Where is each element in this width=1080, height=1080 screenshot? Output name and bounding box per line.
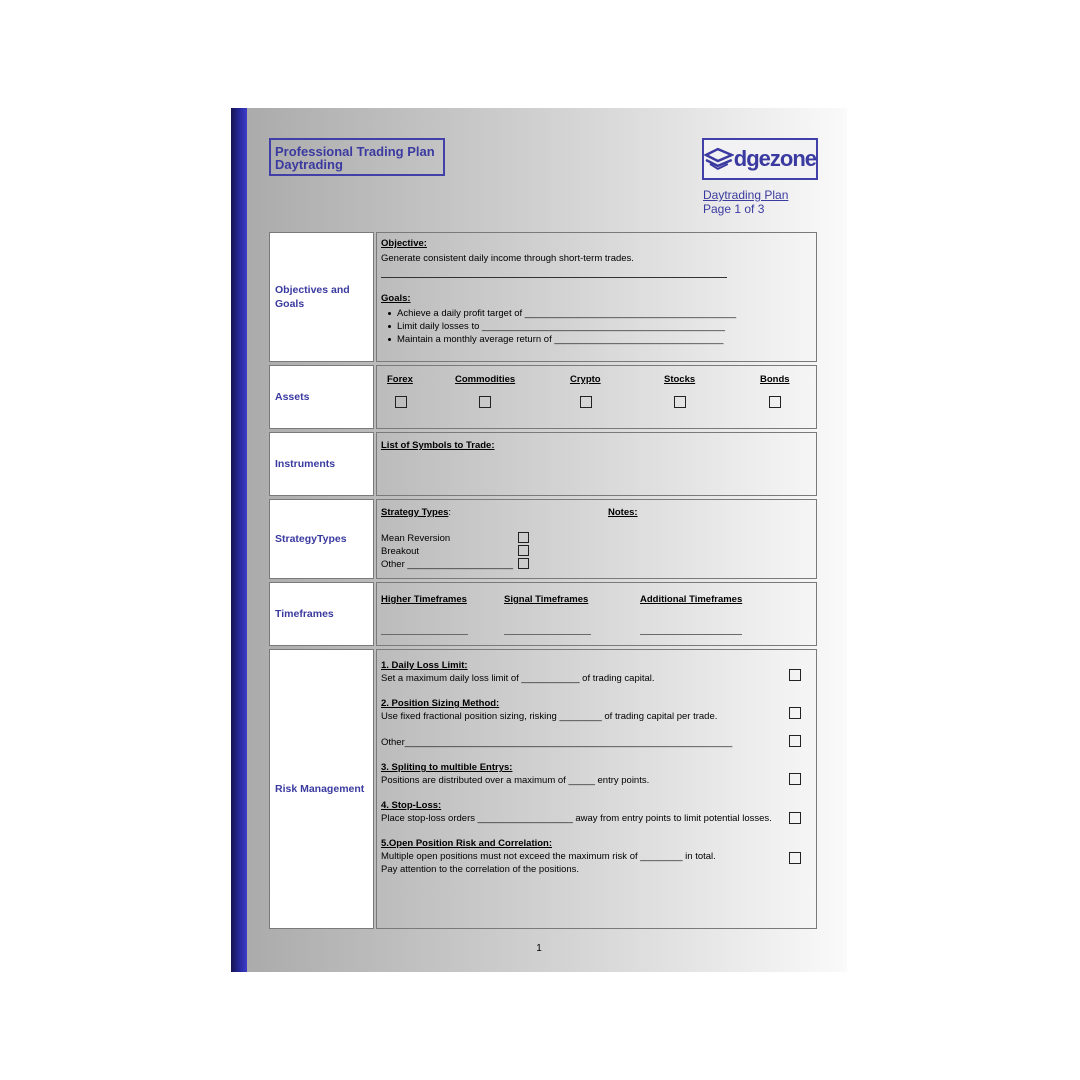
page-info: Page 1 of 3 bbox=[703, 202, 765, 216]
asset-commodities-label: Commodities bbox=[455, 374, 516, 385]
goal-item: Limit daily losses to ______________________________________________ bbox=[397, 321, 726, 332]
risk-2-heading: 2. Position Sizing Method: bbox=[381, 698, 500, 709]
risk-4-checkbox[interactable] bbox=[789, 812, 801, 824]
strategy-other-checkbox[interactable] bbox=[518, 558, 529, 569]
timeframe-signal-line bbox=[504, 634, 591, 635]
strategy-heading: Strategy Types bbox=[381, 507, 449, 518]
timeframes-content bbox=[376, 582, 817, 646]
bullet bbox=[388, 338, 391, 341]
asset-commodities-checkbox[interactable] bbox=[479, 396, 491, 408]
instruments-heading: List of Symbols to Trade: bbox=[381, 440, 495, 451]
asset-stocks-checkbox[interactable] bbox=[674, 396, 686, 408]
risk-3-heading: 3. Spliting to multible Entrys: bbox=[381, 762, 513, 773]
page-spine bbox=[231, 108, 247, 972]
risk-4-heading: 4. Stop-Loss: bbox=[381, 800, 442, 811]
objective-heading: Objective: bbox=[381, 238, 427, 249]
label-assets bbox=[269, 365, 374, 429]
objective-text: Generate consistent daily income through short-term trades. bbox=[381, 253, 634, 264]
logo-chevron-icon bbox=[704, 147, 734, 171]
logo bbox=[702, 138, 818, 180]
risk-other-checkbox[interactable] bbox=[789, 735, 801, 747]
strategy-breakout-checkbox[interactable] bbox=[518, 545, 529, 556]
label-risk bbox=[269, 649, 374, 929]
logo-text: dgezone bbox=[733, 146, 816, 171]
goal-item: Maintain a monthly average return of ________________________________ bbox=[397, 334, 724, 345]
asset-forex-label: Forex bbox=[387, 374, 413, 385]
asset-crypto-label: Crypto bbox=[570, 374, 601, 385]
risk-3-text: Positions are distributed over a maximum of _____ entry points. bbox=[381, 775, 650, 786]
objective-line bbox=[381, 277, 727, 278]
risk-5-text-2: Pay attention to the correlation of the positions. bbox=[381, 864, 580, 875]
label-timeframes bbox=[269, 582, 374, 646]
risk-5-text: Multiple open positions must not exceed the maximum risk of ________ in total. bbox=[381, 851, 716, 862]
label-assets-text: Assets bbox=[275, 391, 310, 403]
page-number: 1 bbox=[536, 943, 542, 954]
strategy-item: Mean Reversion bbox=[381, 533, 451, 544]
timeframe-additional-line bbox=[640, 634, 742, 635]
strategy-heading-wrap bbox=[381, 507, 451, 518]
risk-1-checkbox[interactable] bbox=[789, 669, 801, 681]
strategy-item: Breakout bbox=[381, 546, 420, 557]
label-strategy-text: StrategyTypes bbox=[275, 533, 347, 545]
timeframe-higher-line bbox=[381, 634, 468, 635]
label-instruments bbox=[269, 432, 374, 496]
label-risk-text: Risk Management bbox=[275, 783, 365, 795]
strategy-heading-suffix: : bbox=[448, 507, 452, 518]
title-line-1: Professional Trading Plan bbox=[275, 144, 435, 159]
timeframe-signal-heading: Signal Timeframes bbox=[504, 594, 589, 605]
doc-link[interactable]: Daytrading Plan bbox=[703, 188, 789, 202]
bullet bbox=[388, 312, 391, 315]
asset-forex-checkbox[interactable] bbox=[395, 396, 407, 408]
document-page bbox=[231, 108, 847, 972]
bullet bbox=[388, 325, 391, 328]
notes-heading: Notes: bbox=[608, 507, 638, 518]
risk-other-text: Other______________________________________________________________ bbox=[381, 737, 733, 748]
asset-stocks-label: Stocks bbox=[664, 374, 696, 385]
risk-4-text: Place stop-loss orders __________________ away from entry points to limit potential losses. bbox=[381, 813, 772, 824]
timeframe-higher-heading: Higher Timeframes bbox=[381, 594, 467, 605]
risk-3-checkbox[interactable] bbox=[789, 773, 801, 785]
label-timeframes-text: Timeframes bbox=[275, 608, 334, 620]
risk-1-text: Set a maximum daily loss limit of ___________ of trading capital. bbox=[381, 673, 655, 684]
risk-2-checkbox[interactable] bbox=[789, 707, 801, 719]
asset-crypto-checkbox[interactable] bbox=[580, 396, 592, 408]
asset-bonds-checkbox[interactable] bbox=[769, 396, 781, 408]
goal-item: Achieve a daily profit target of ________________________________________ bbox=[397, 308, 737, 319]
timeframe-additional-heading: Additional Timeframes bbox=[640, 594, 743, 605]
title-box bbox=[269, 138, 445, 176]
risk-1-heading: 1. Daily Loss Limit: bbox=[381, 660, 468, 671]
risk-content bbox=[376, 649, 817, 929]
goals-heading: Goals: bbox=[381, 293, 411, 304]
risk-5-checkbox[interactable] bbox=[789, 852, 801, 864]
instruments-content bbox=[376, 432, 817, 496]
assets-content bbox=[376, 365, 817, 429]
title-line-2: Daytrading bbox=[275, 157, 343, 172]
strategy-mean-reversion-checkbox[interactable] bbox=[518, 532, 529, 543]
asset-bonds-label: Bonds bbox=[760, 374, 790, 385]
risk-2-text: Use fixed fractional position sizing, risking ________ of trading capital per trade. bbox=[381, 711, 718, 722]
label-instruments-text: Instruments bbox=[275, 458, 336, 470]
risk-5-heading: 5.Open Position Risk and Correlation: bbox=[381, 838, 553, 849]
strategy-item: Other ____________________ bbox=[381, 559, 514, 570]
label-strategy bbox=[269, 499, 374, 579]
label-objectives bbox=[269, 232, 374, 362]
label-objectives-text: Objectives and Goals bbox=[275, 284, 350, 310]
objectives-content bbox=[376, 232, 817, 362]
strategy-content bbox=[376, 499, 817, 579]
